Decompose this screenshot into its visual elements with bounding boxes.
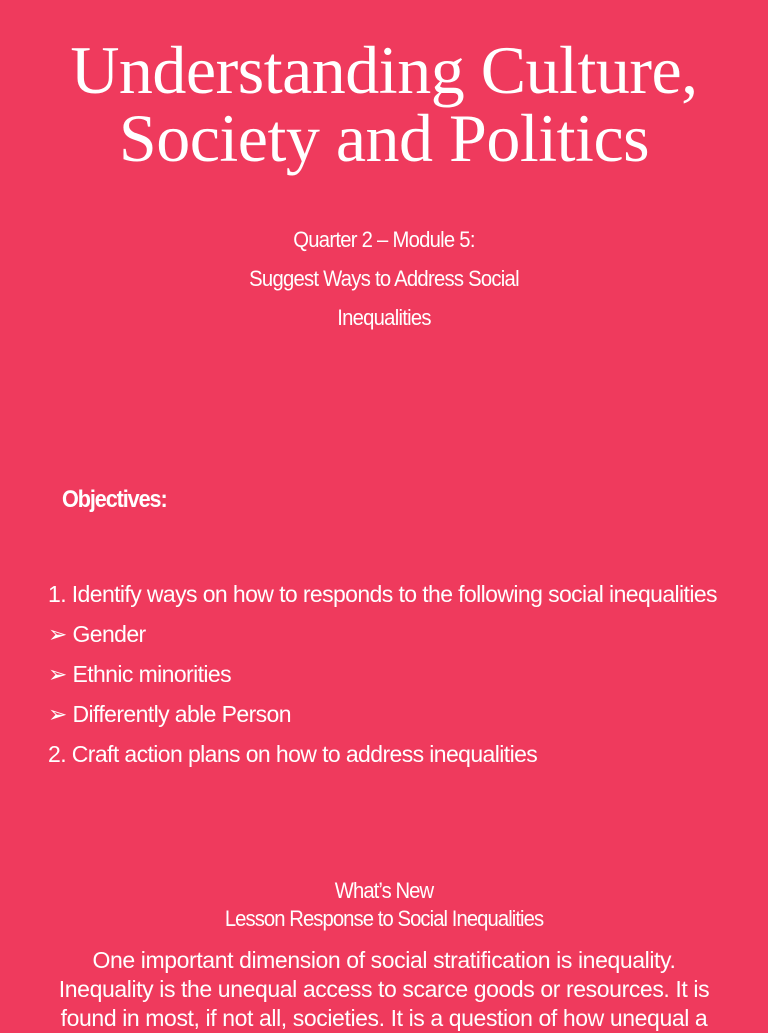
objectives-heading: Objectives: — [62, 486, 167, 513]
objectives-list — [48, 580, 738, 780]
document-title — [0, 32, 768, 176]
objective-subitem-differently-able: ➢ Differently able Person — [48, 701, 291, 727]
objective-subitem-gender: ➢ Gender — [48, 621, 146, 647]
objective-item: 1. Identify ways on how to responds to the following social inequalities — [48, 581, 717, 607]
lesson-body-text — [20, 946, 748, 1033]
whats-new-heading: What’s New — [334, 878, 434, 903]
title-line-1: Understanding Culture, — [70, 32, 698, 108]
title-line-2: Society and Politics — [118, 100, 650, 176]
body-line-1: One important dimension of social stratification is inequality. — [92, 947, 676, 973]
objective-item: 2. Craft action plans on how to address inequalities — [48, 741, 538, 767]
body-line-2: Inequality is the unequal access to scarce goods or resources. It is — [58, 976, 710, 1002]
lesson-title: Lesson Response to Social Inequalities — [224, 906, 544, 931]
module-topic-line-2: Inequalities — [337, 305, 431, 330]
module-quarter: Quarter 2 – Module 5: — [293, 227, 475, 252]
body-line-3: found in most, if not all, societies. It is a question of how unequal a — [60, 1005, 708, 1031]
module-subtitle — [31, 220, 738, 337]
objective-subitem-ethnic-minorities: ➢ Ethnic minorities — [48, 661, 231, 687]
module-topic-line-1: Suggest Ways to Address Social — [249, 266, 519, 291]
whats-new-section — [31, 877, 738, 933]
